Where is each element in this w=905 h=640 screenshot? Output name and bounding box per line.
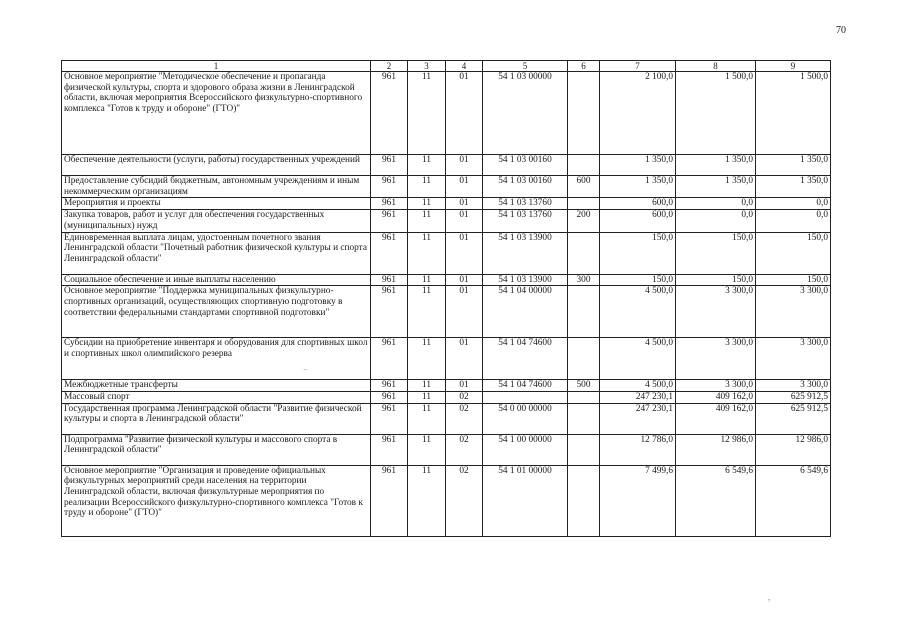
expense-type-cell: 500 [568, 380, 600, 392]
expense-type-cell [568, 286, 600, 338]
table-row [62, 274, 831, 286]
target-article-cell: 54 1 03 00160 [483, 176, 568, 198]
target-article-cell: 54 0 00 00000 [483, 403, 568, 434]
subsection-code-cell: 01 [446, 232, 483, 274]
column-header: 4 [446, 61, 483, 72]
ministry-code-cell: 961 [371, 434, 408, 465]
subsection-code-cell: 02 [446, 465, 483, 536]
subsection-code-cell: 01 [446, 176, 483, 198]
section-code-cell: 11 [408, 274, 446, 286]
amount-col7-cell: 1 350,0 [600, 155, 676, 176]
section-code-cell: 11 [408, 338, 446, 380]
section-code-cell: 11 [408, 72, 446, 155]
amount-col8-cell: 0,0 [676, 210, 756, 232]
expense-type-cell: 300 [568, 274, 600, 286]
amount-col9-cell: 150,0 [756, 274, 831, 286]
subsection-code-cell: 01 [446, 210, 483, 232]
row-name-cell: Подпрограмма "Развитие физической культуры и массового спорта в Ленинградской области" [62, 434, 371, 465]
table-row [62, 72, 831, 155]
column-header: 7 [600, 61, 676, 72]
row-name-cell: Основное мероприятие "Организация и проведение официальных физкультурных мероприятий среди населения на территории Ленинградской области, включая физкультурные мероприятия по реализации Всероссийского физкультурно-спортивного комплекса "Готов к труду и обороне" (ГТО)" [62, 465, 371, 536]
amount-col9-cell: 3 300,0 [756, 286, 831, 338]
table-row [62, 403, 831, 434]
target-article-cell: 54 1 03 13760 [483, 210, 568, 232]
subsection-code-cell: 02 [446, 434, 483, 465]
ministry-code-cell: 961 [371, 380, 408, 392]
amount-col7-cell: 600,0 [600, 210, 676, 232]
row-name-cell: Мероприятия и проекты [62, 198, 371, 210]
subsection-code-cell: 02 [446, 403, 483, 434]
expense-type-cell [568, 232, 600, 274]
table-row [62, 198, 831, 210]
page-number: 70 [836, 25, 846, 36]
amount-col8-cell: 0,0 [676, 198, 756, 210]
amount-col8-cell: 1 500,0 [676, 72, 756, 155]
expense-type-cell [568, 338, 600, 380]
amount-col7-cell: 2 100,0 [600, 72, 676, 155]
table-row [62, 286, 831, 338]
expense-type-cell [568, 155, 600, 176]
amount-col9-cell: 3 300,0 [756, 380, 831, 392]
amount-col9-cell: 6 549,6 [756, 465, 831, 536]
expense-type-cell [568, 434, 600, 465]
column-header: 3 [408, 61, 446, 72]
expense-type-cell [568, 72, 600, 155]
column-header: 8 [676, 61, 756, 72]
amount-col9-cell: 625 912,5 [756, 403, 831, 434]
section-code-cell: 11 [408, 210, 446, 232]
table-row [62, 176, 831, 198]
ministry-code-cell: 961 [371, 338, 408, 380]
row-name-cell: Социальное обеспечение и иные выплаты населению [62, 274, 371, 286]
amount-col7-cell: 1 350,0 [600, 176, 676, 198]
column-header: 6 [568, 61, 600, 72]
expense-type-cell [568, 403, 600, 434]
amount-col7-cell: 4 500,0 [600, 286, 676, 338]
row-name-cell: Массовый спорт [62, 391, 371, 403]
amount-col7-cell: 247 230,1 [600, 403, 676, 434]
amount-col7-cell: 4 500,0 [600, 380, 676, 392]
column-header: 9 [756, 61, 831, 72]
target-article-cell: 54 1 03 00000 [483, 72, 568, 155]
target-article-cell: 54 1 04 00000 [483, 286, 568, 338]
target-article-cell: 54 1 00 00000 [483, 434, 568, 465]
amount-col9-cell: 0,0 [756, 210, 831, 232]
expense-type-cell [568, 198, 600, 210]
target-article-cell: 54 1 03 13900 [483, 274, 568, 286]
amount-col8-cell: 150,0 [676, 232, 756, 274]
amount-col8-cell: 6 549,6 [676, 465, 756, 536]
section-code-cell: 11 [408, 465, 446, 536]
table-row [62, 434, 831, 465]
row-name-cell: Основное мероприятие "Поддержка муниципальных физкультурно-спортивных организаций, осуществляющих спортивную подготовку в соответствии федеральными стандартами спортивной подготовки" [62, 286, 371, 338]
section-code-cell: 11 [408, 380, 446, 392]
amount-col9-cell: 1 350,0 [756, 155, 831, 176]
row-name-cell: Основное мероприятие "Методическое обеспечение и пропаганда физической культуры, спорта и здорового образа жизни в Ленинградской области, включая мероприятия Всероссийского физкультурно-спортивного комплекса "Готов к труду и обороне" (ГТО)" [62, 72, 371, 155]
target-article-cell [483, 391, 568, 403]
ministry-code-cell: 961 [371, 72, 408, 155]
amount-col8-cell: 409 162,0 [676, 403, 756, 434]
ministry-code-cell: 961 [371, 210, 408, 232]
row-name-cell: Государственная программа Ленинградской области "Развитие физической культуры и спорта в Ленинградской области" [62, 403, 371, 434]
section-code-cell: 11 [408, 232, 446, 274]
table-row [62, 380, 831, 392]
amount-col8-cell: 3 300,0 [676, 380, 756, 392]
target-article-cell: 54 1 03 00160 [483, 155, 568, 176]
amount-col8-cell: 409 162,0 [676, 391, 756, 403]
table-row [62, 465, 831, 536]
budget-table [61, 60, 831, 537]
amount-col9-cell: 3 300,0 [756, 338, 831, 380]
table-row [62, 391, 831, 403]
target-article-cell: 54 1 03 13900 [483, 232, 568, 274]
amount-col7-cell: 600,0 [600, 198, 676, 210]
row-name-cell: Закупка товаров, работ и услуг для обеспечения государственных (муниципальных) нужд [62, 210, 371, 232]
row-name-cell: Межбюджетные трансферты [62, 380, 371, 392]
table-row [62, 232, 831, 274]
amount-col8-cell: 1 350,0 [676, 155, 756, 176]
amount-col8-cell: 3 300,0 [676, 286, 756, 338]
amount-col9-cell: 0,0 [756, 198, 831, 210]
amount-col9-cell: 1 350,0 [756, 176, 831, 198]
subsection-code-cell: 01 [446, 198, 483, 210]
amount-col7-cell: 12 786,0 [600, 434, 676, 465]
ministry-code-cell: 961 [371, 155, 408, 176]
row-name-cell: Единовременная выплата лицам, удостоенным почетного звания Ленинградской области "Почетный работник физической культуры и спорта Ленинградской области" [62, 232, 371, 274]
amount-col9-cell: 625 912,5 [756, 391, 831, 403]
ministry-code-cell: 961 [371, 286, 408, 338]
subsection-code-cell: 01 [446, 274, 483, 286]
scan-mark: , [768, 592, 771, 602]
column-header: 1 [62, 61, 371, 72]
amount-col8-cell: 1 350,0 [676, 176, 756, 198]
column-header: 5 [483, 61, 568, 72]
amount-col9-cell: 150,0 [756, 232, 831, 274]
section-code-cell: 11 [408, 286, 446, 338]
subsection-code-cell: 01 [446, 380, 483, 392]
ministry-code-cell: 961 [371, 403, 408, 434]
target-article-cell: 54 1 03 13760 [483, 198, 568, 210]
table-header-row [62, 61, 831, 72]
subsection-code-cell: 01 [446, 286, 483, 338]
ministry-code-cell: 961 [371, 274, 408, 286]
section-code-cell: 11 [408, 198, 446, 210]
ministry-code-cell: 961 [371, 198, 408, 210]
amount-col7-cell: 7 499,6 [600, 465, 676, 536]
amount-col8-cell: 12 986,0 [676, 434, 756, 465]
target-article-cell: 54 1 01 00000 [483, 465, 568, 536]
target-article-cell: 54 1 04 74600 [483, 380, 568, 392]
subsection-code-cell: 01 [446, 72, 483, 155]
amount-col7-cell: 4 500,0 [600, 338, 676, 380]
amount-col8-cell: 3 300,0 [676, 338, 756, 380]
table-row [62, 155, 831, 176]
expense-type-cell [568, 391, 600, 403]
target-article-cell: 54 1 04 74600 [483, 338, 568, 380]
ministry-code-cell: 961 [371, 465, 408, 536]
amount-col7-cell: 150,0 [600, 274, 676, 286]
section-code-cell: 11 [408, 176, 446, 198]
table-row [62, 338, 831, 380]
section-code-cell: 11 [408, 391, 446, 403]
expense-type-cell: 600 [568, 176, 600, 198]
amount-col8-cell: 150,0 [676, 274, 756, 286]
subsection-code-cell: 02 [446, 391, 483, 403]
ministry-code-cell: 961 [371, 232, 408, 274]
section-code-cell: 11 [408, 434, 446, 465]
amount-col9-cell: 1 500,0 [756, 72, 831, 155]
amount-col9-cell: 12 986,0 [756, 434, 831, 465]
section-code-cell: 11 [408, 403, 446, 434]
subsection-code-cell: 01 [446, 338, 483, 380]
subsection-code-cell: 01 [446, 155, 483, 176]
ministry-code-cell: 961 [371, 176, 408, 198]
expense-type-cell [568, 465, 600, 536]
row-name-cell: Субсидии на приобретение инвентаря и оборудования для спортивных школ и спортивных школ олимпийского резерва [62, 338, 371, 380]
amount-col7-cell: 247 230,1 [600, 391, 676, 403]
scan-mark: ⁻ [303, 366, 308, 376]
row-name-cell: Обеспечение деятельности (услуги, работы) государственных учреждений [62, 155, 371, 176]
column-header: 2 [371, 61, 408, 72]
table-row [62, 210, 831, 232]
ministry-code-cell: 961 [371, 391, 408, 403]
section-code-cell: 11 [408, 155, 446, 176]
expense-type-cell: 200 [568, 210, 600, 232]
row-name-cell: Предоставление субсидий бюджетным, автономным учреждениям и иным некоммерческим организациям [62, 176, 371, 198]
amount-col7-cell: 150,0 [600, 232, 676, 274]
